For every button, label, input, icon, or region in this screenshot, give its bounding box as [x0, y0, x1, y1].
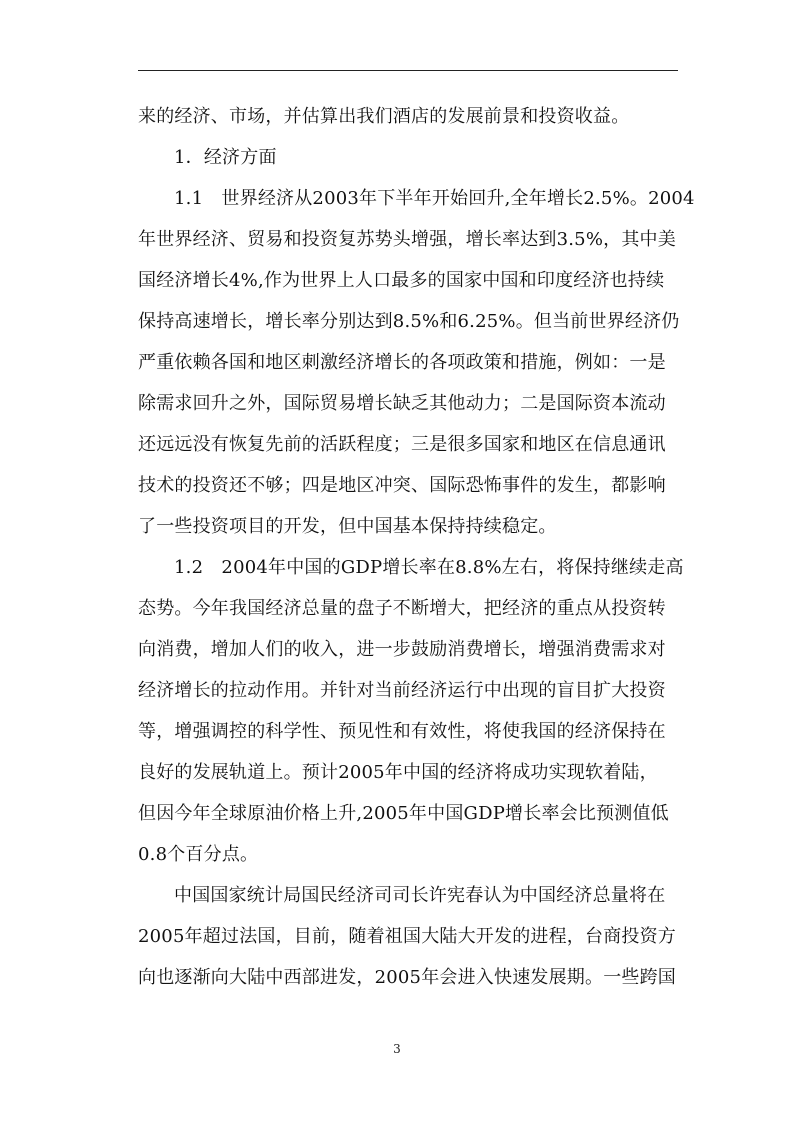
text-line: 2005年超过法国，目前，随着祖国大陆大开发的进程，台商投资方 — [138, 926, 677, 947]
text-line: 中国国家统计局国民经济司司长许宪春认为中国经济总量将在 — [174, 885, 666, 906]
text-line: 除需求回升之外，国际贸易增长缺乏其他动力；二是国际资本流动 — [138, 393, 666, 414]
section-heading: 1．经济方面 — [174, 147, 277, 168]
text-line: 态势。今年我国经济总量的盘子不断增大，把经济的重点从投资转 — [138, 598, 666, 619]
text-line: 良好的发展轨道上。预计2005年中国的经济将成功实现软着陆， — [138, 762, 658, 783]
text-line: 年世界经济、贸易和投资复苏势头增强，增长率达到3.5%，其中美 — [138, 229, 676, 250]
page-number: 3 — [393, 1042, 401, 1056]
text-line: 等，增强调控的科学性、预见性和有效性，将使我国的经济保持在 — [138, 721, 666, 742]
text-line: 1.1 世界经济从2003年下半年开始回升,全年增长2.5%。2004 — [174, 188, 695, 209]
text-line: 还远远没有恢复先前的活跃程度；三是很多国家和地区在信息通讯 — [138, 434, 666, 455]
text-line: 向消费，增加人们的收入，进一步鼓励消费增长，增强消费需求对 — [138, 639, 666, 660]
text-line: 向也逐渐向大陆中西部进发，2005年会进入快速发展期。一些跨国 — [138, 967, 677, 988]
text-line: 0.8个百分点。 — [138, 844, 259, 865]
text-line: 保持高速增长，增长率分别达到8.5%和6.25%。但当前世界经济仍 — [138, 311, 680, 332]
text-line: 严重依赖各国和地区刺激经济增长的各项政策和措施，例如：一是 — [138, 352, 666, 373]
header-rule — [138, 70, 678, 71]
text-line: 经济增长的拉动作用。并针对当前经济运行中出现的盲目扩大投资 — [138, 680, 666, 701]
text-line: 技术的投资还不够；四是地区冲突、国际恐怖事件的发生，都影响 — [138, 475, 666, 496]
text-line: 国经济增长4%,作为世界上人口最多的国家中国和印度经济也持续 — [138, 270, 665, 291]
text-line: 来的经济、市场，并估算出我们酒店的发展前景和投资收益。 — [138, 106, 630, 127]
text-line: 1.2 2004年中国的GDP增长率在8.8%左右，将保持继续走高 — [174, 557, 684, 578]
body-text — [138, 96, 695, 998]
text-line: 但因今年全球原油价格上升,2005年中国GDP增长率会比预测值低 — [138, 803, 669, 824]
text-line: 了一些投资项目的开发，但中国基本保持持续稳定。 — [138, 516, 557, 537]
